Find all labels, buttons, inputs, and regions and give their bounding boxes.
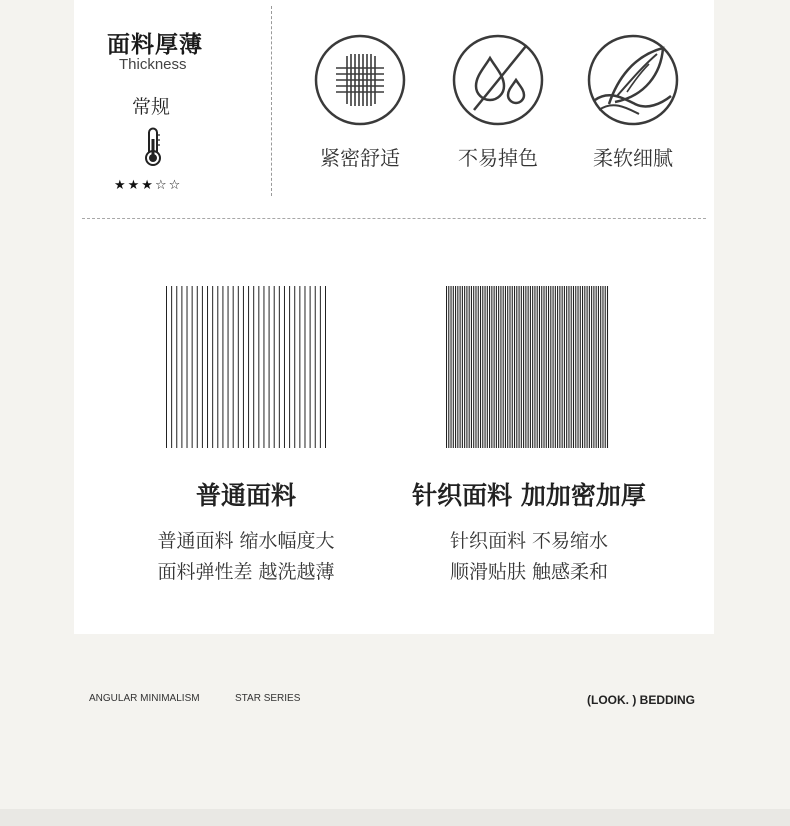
thermometer-icon: [142, 127, 164, 167]
fabric-info-card: [74, 0, 714, 634]
ordinary-fabric-desc: [136, 526, 356, 588]
thickness-panel: [74, 0, 234, 200]
bottom-band: [0, 809, 790, 826]
no-fade-drops-icon: [452, 34, 544, 126]
thickness-subtitle: Thickness: [119, 56, 187, 73]
knit-fabric-title: 针织面料 加加密加厚: [412, 481, 646, 510]
tight-weave-icon: [314, 34, 406, 126]
ordinary-fabric-swatch: [166, 286, 326, 448]
knit-desc-line1: 针织面料 不易缩水: [449, 530, 609, 552]
ordinary-fabric-title: 普通面料: [195, 481, 296, 510]
thickness-title: 面料厚薄: [107, 32, 203, 58]
ordinary-desc-line2: 面料弹性差 越洗越薄: [157, 561, 335, 583]
ordinary-desc-line1: 普通面料 缩水幅度大: [157, 530, 335, 552]
knit-fabric-swatch: [446, 286, 610, 448]
thickness-level: 常规: [132, 96, 171, 118]
feature-label: 不易掉色: [458, 146, 538, 170]
vertical-divider: [271, 6, 272, 196]
feature-label: 柔软细腻: [593, 146, 673, 170]
horizontal-divider: [82, 218, 706, 219]
footer-star-series: STAR SERIES: [235, 693, 301, 704]
feature-tight-comfort: [295, 34, 425, 171]
footer-angular-minimalism: ANGULAR MINIMALISM: [89, 693, 200, 704]
feature-colorfast: [433, 34, 563, 171]
footer-brand: (LOOK. ) BEDDING: [587, 693, 695, 707]
thickness-stars: ★★★☆☆: [114, 178, 183, 193]
feature-label: 紧密舒适: [320, 146, 400, 170]
feature-soft-smooth: [568, 34, 698, 171]
knit-desc-line2: 顺滑贴肤 触感柔和: [449, 561, 609, 583]
knit-fabric-desc: [419, 526, 639, 588]
soft-feather-icon: [587, 34, 679, 126]
